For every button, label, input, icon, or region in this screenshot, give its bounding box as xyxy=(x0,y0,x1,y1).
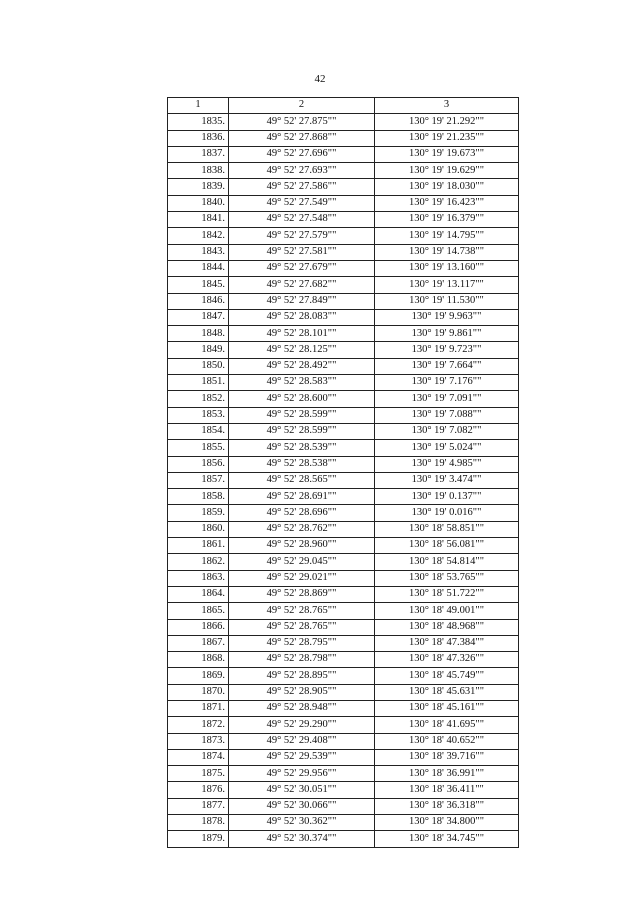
table-row xyxy=(168,277,519,293)
latitude-cell: 49° 52' 28.565"" xyxy=(229,472,375,488)
point-number-cell: 1852. xyxy=(168,391,229,407)
coordinates-table xyxy=(167,97,519,848)
point-number-cell: 1871. xyxy=(168,700,229,716)
latitude-cell: 49° 52' 28.101"" xyxy=(229,326,375,342)
longitude-cell: 130° 19' 19.629"" xyxy=(375,163,519,179)
longitude-cell: 130° 19' 7.664"" xyxy=(375,358,519,374)
table-row xyxy=(168,652,519,668)
longitude-cell: 130° 19' 21.235"" xyxy=(375,130,519,146)
point-number-cell: 1873. xyxy=(168,733,229,749)
table-row xyxy=(168,668,519,684)
longitude-cell: 130° 18' 48.968"" xyxy=(375,619,519,635)
point-number-cell: 1878. xyxy=(168,815,229,831)
point-number-cell: 1859. xyxy=(168,505,229,521)
point-number-cell: 1842. xyxy=(168,228,229,244)
longitude-cell: 130° 19' 16.423"" xyxy=(375,195,519,211)
table-row xyxy=(168,440,519,456)
longitude-cell: 130° 19' 9.963"" xyxy=(375,309,519,325)
latitude-cell: 49° 52' 28.583"" xyxy=(229,375,375,391)
table-row xyxy=(168,766,519,782)
point-number-cell: 1876. xyxy=(168,782,229,798)
point-number-cell: 1868. xyxy=(168,652,229,668)
table-row xyxy=(168,586,519,602)
point-number-cell: 1847. xyxy=(168,309,229,325)
point-number-cell: 1858. xyxy=(168,489,229,505)
table-row xyxy=(168,635,519,651)
latitude-cell: 49° 52' 28.696"" xyxy=(229,505,375,521)
longitude-cell: 130° 19' 14.795"" xyxy=(375,228,519,244)
table-row xyxy=(168,309,519,325)
point-number-cell: 1870. xyxy=(168,684,229,700)
table-row xyxy=(168,456,519,472)
latitude-cell: 49° 52' 28.948"" xyxy=(229,700,375,716)
longitude-cell: 130° 19' 7.176"" xyxy=(375,375,519,391)
longitude-cell: 130° 18' 45.161"" xyxy=(375,700,519,716)
table-row xyxy=(168,260,519,276)
table-row xyxy=(168,749,519,765)
latitude-cell: 49° 52' 27.548"" xyxy=(229,212,375,228)
latitude-cell: 49° 52' 29.021"" xyxy=(229,570,375,586)
latitude-cell: 49° 52' 28.960"" xyxy=(229,538,375,554)
point-number-cell: 1872. xyxy=(168,717,229,733)
longitude-cell: 130° 19' 0.137"" xyxy=(375,489,519,505)
point-number-cell: 1879. xyxy=(168,831,229,847)
latitude-cell: 49° 52' 30.362"" xyxy=(229,815,375,831)
longitude-cell: 130° 19' 16.379"" xyxy=(375,212,519,228)
point-number-cell: 1850. xyxy=(168,358,229,374)
latitude-cell: 49° 52' 27.682"" xyxy=(229,277,375,293)
latitude-cell: 49° 52' 28.599"" xyxy=(229,407,375,423)
latitude-cell: 49° 52' 28.762"" xyxy=(229,521,375,537)
table-row xyxy=(168,472,519,488)
point-number-cell: 1856. xyxy=(168,456,229,472)
latitude-cell: 49° 52' 28.869"" xyxy=(229,586,375,602)
longitude-cell: 130° 19' 18.030"" xyxy=(375,179,519,195)
point-number-cell: 1849. xyxy=(168,342,229,358)
table-row xyxy=(168,798,519,814)
table-row xyxy=(168,163,519,179)
table-row xyxy=(168,130,519,146)
point-number-cell: 1839. xyxy=(168,179,229,195)
point-number-cell: 1846. xyxy=(168,293,229,309)
point-number-cell: 1840. xyxy=(168,195,229,211)
page-number: 42 xyxy=(314,73,326,85)
latitude-cell: 49° 52' 27.868"" xyxy=(229,130,375,146)
point-number-cell: 1866. xyxy=(168,619,229,635)
longitude-cell: 130° 18' 39.716"" xyxy=(375,749,519,765)
point-number-cell: 1875. xyxy=(168,766,229,782)
table-row xyxy=(168,570,519,586)
table-row xyxy=(168,195,519,211)
table-row xyxy=(168,554,519,570)
latitude-cell: 49° 52' 27.581"" xyxy=(229,244,375,260)
point-number-cell: 1869. xyxy=(168,668,229,684)
column-header-longitude: 3 xyxy=(375,98,519,114)
latitude-cell: 49° 52' 27.849"" xyxy=(229,293,375,309)
latitude-cell: 49° 52' 28.765"" xyxy=(229,603,375,619)
longitude-cell: 130° 18' 36.318"" xyxy=(375,798,519,814)
latitude-cell: 49° 52' 27.875"" xyxy=(229,114,375,130)
table-row xyxy=(168,146,519,162)
latitude-cell: 49° 52' 28.599"" xyxy=(229,423,375,439)
latitude-cell: 49° 52' 28.600"" xyxy=(229,391,375,407)
longitude-cell: 130° 19' 4.985"" xyxy=(375,456,519,472)
table-row xyxy=(168,326,519,342)
longitude-cell: 130° 19' 7.088"" xyxy=(375,407,519,423)
table-row xyxy=(168,717,519,733)
latitude-cell: 49° 52' 28.538"" xyxy=(229,456,375,472)
latitude-cell: 49° 52' 27.579"" xyxy=(229,228,375,244)
latitude-cell: 49° 52' 30.066"" xyxy=(229,798,375,814)
table-row xyxy=(168,293,519,309)
point-number-cell: 1865. xyxy=(168,603,229,619)
table-row xyxy=(168,505,519,521)
point-number-cell: 1841. xyxy=(168,212,229,228)
longitude-cell: 130° 18' 45.631"" xyxy=(375,684,519,700)
longitude-cell: 130° 19' 11.530"" xyxy=(375,293,519,309)
column-header-latitude: 2 xyxy=(229,98,375,114)
latitude-cell: 49° 52' 29.290"" xyxy=(229,717,375,733)
latitude-cell: 49° 52' 30.051"" xyxy=(229,782,375,798)
point-number-cell: 1863. xyxy=(168,570,229,586)
longitude-cell: 130° 19' 14.738"" xyxy=(375,244,519,260)
table-row xyxy=(168,684,519,700)
point-number-cell: 1835. xyxy=(168,114,229,130)
point-number-cell: 1848. xyxy=(168,326,229,342)
point-number-cell: 1843. xyxy=(168,244,229,260)
table-row xyxy=(168,212,519,228)
longitude-cell: 130° 18' 34.745"" xyxy=(375,831,519,847)
table-row xyxy=(168,538,519,554)
point-number-cell: 1838. xyxy=(168,163,229,179)
longitude-cell: 130° 18' 47.326"" xyxy=(375,652,519,668)
longitude-cell: 130° 19' 7.091"" xyxy=(375,391,519,407)
longitude-cell: 130° 18' 40.652"" xyxy=(375,733,519,749)
longitude-cell: 130° 18' 36.991"" xyxy=(375,766,519,782)
longitude-cell: 130° 18' 49.001"" xyxy=(375,603,519,619)
latitude-cell: 49° 52' 28.125"" xyxy=(229,342,375,358)
table-row xyxy=(168,782,519,798)
table-row xyxy=(168,619,519,635)
latitude-cell: 49° 52' 27.693"" xyxy=(229,163,375,179)
point-number-cell: 1860. xyxy=(168,521,229,537)
table-row xyxy=(168,831,519,847)
table-row xyxy=(168,407,519,423)
latitude-cell: 49° 52' 29.956"" xyxy=(229,766,375,782)
point-number-cell: 1854. xyxy=(168,423,229,439)
longitude-cell: 130° 19' 0.016"" xyxy=(375,505,519,521)
latitude-cell: 49° 52' 28.691"" xyxy=(229,489,375,505)
longitude-cell: 130° 18' 45.749"" xyxy=(375,668,519,684)
point-number-cell: 1862. xyxy=(168,554,229,570)
table-row xyxy=(168,114,519,130)
table-row xyxy=(168,700,519,716)
latitude-cell: 49° 52' 27.549"" xyxy=(229,195,375,211)
longitude-cell: 130° 19' 19.673"" xyxy=(375,146,519,162)
table-row xyxy=(168,733,519,749)
latitude-cell: 49° 52' 29.539"" xyxy=(229,749,375,765)
table-row xyxy=(168,489,519,505)
longitude-cell: 130° 18' 34.800"" xyxy=(375,815,519,831)
table-row xyxy=(168,521,519,537)
longitude-cell: 130° 19' 9.861"" xyxy=(375,326,519,342)
longitude-cell: 130° 19' 7.082"" xyxy=(375,423,519,439)
longitude-cell: 130° 19' 13.117"" xyxy=(375,277,519,293)
table-row xyxy=(168,391,519,407)
latitude-cell: 49° 52' 28.798"" xyxy=(229,652,375,668)
longitude-cell: 130° 18' 41.695"" xyxy=(375,717,519,733)
longitude-cell: 130° 18' 36.411"" xyxy=(375,782,519,798)
table-row xyxy=(168,342,519,358)
latitude-cell: 49° 52' 28.795"" xyxy=(229,635,375,651)
point-number-cell: 1877. xyxy=(168,798,229,814)
point-number-cell: 1855. xyxy=(168,440,229,456)
table-body xyxy=(168,114,519,847)
table-row xyxy=(168,358,519,374)
point-number-cell: 1837. xyxy=(168,146,229,162)
latitude-cell: 49° 52' 28.905"" xyxy=(229,684,375,700)
longitude-cell: 130° 19' 5.024"" xyxy=(375,440,519,456)
point-number-cell: 1874. xyxy=(168,749,229,765)
table-row xyxy=(168,423,519,439)
latitude-cell: 49° 52' 27.679"" xyxy=(229,260,375,276)
longitude-cell: 130° 19' 9.723"" xyxy=(375,342,519,358)
point-number-cell: 1857. xyxy=(168,472,229,488)
table-row xyxy=(168,179,519,195)
latitude-cell: 49° 52' 29.045"" xyxy=(229,554,375,570)
table-row xyxy=(168,228,519,244)
longitude-cell: 130° 18' 58.851"" xyxy=(375,521,519,537)
longitude-cell: 130° 19' 21.292"" xyxy=(375,114,519,130)
latitude-cell: 49° 52' 29.408"" xyxy=(229,733,375,749)
latitude-cell: 49° 52' 27.586"" xyxy=(229,179,375,195)
longitude-cell: 130° 19' 13.160"" xyxy=(375,260,519,276)
point-number-cell: 1844. xyxy=(168,260,229,276)
point-number-cell: 1853. xyxy=(168,407,229,423)
latitude-cell: 49° 52' 28.895"" xyxy=(229,668,375,684)
table-row xyxy=(168,375,519,391)
latitude-cell: 49° 52' 28.083"" xyxy=(229,309,375,325)
latitude-cell: 49° 52' 30.374"" xyxy=(229,831,375,847)
point-number-cell: 1836. xyxy=(168,130,229,146)
point-number-cell: 1867. xyxy=(168,635,229,651)
longitude-cell: 130° 19' 3.474"" xyxy=(375,472,519,488)
point-number-cell: 1861. xyxy=(168,538,229,554)
table-row xyxy=(168,603,519,619)
point-number-cell: 1845. xyxy=(168,277,229,293)
longitude-cell: 130° 18' 53.765"" xyxy=(375,570,519,586)
column-header-number: 1 xyxy=(168,98,229,114)
table-row xyxy=(168,244,519,260)
longitude-cell: 130° 18' 54.814"" xyxy=(375,554,519,570)
latitude-cell: 49° 52' 28.539"" xyxy=(229,440,375,456)
longitude-cell: 130° 18' 56.081"" xyxy=(375,538,519,554)
latitude-cell: 49° 52' 28.765"" xyxy=(229,619,375,635)
longitude-cell: 130° 18' 51.722"" xyxy=(375,586,519,602)
latitude-cell: 49° 52' 28.492"" xyxy=(229,358,375,374)
longitude-cell: 130° 18' 47.384"" xyxy=(375,635,519,651)
table-header-row xyxy=(168,98,519,114)
point-number-cell: 1851. xyxy=(168,375,229,391)
table-row xyxy=(168,815,519,831)
latitude-cell: 49° 52' 27.696"" xyxy=(229,146,375,162)
point-number-cell: 1864. xyxy=(168,586,229,602)
